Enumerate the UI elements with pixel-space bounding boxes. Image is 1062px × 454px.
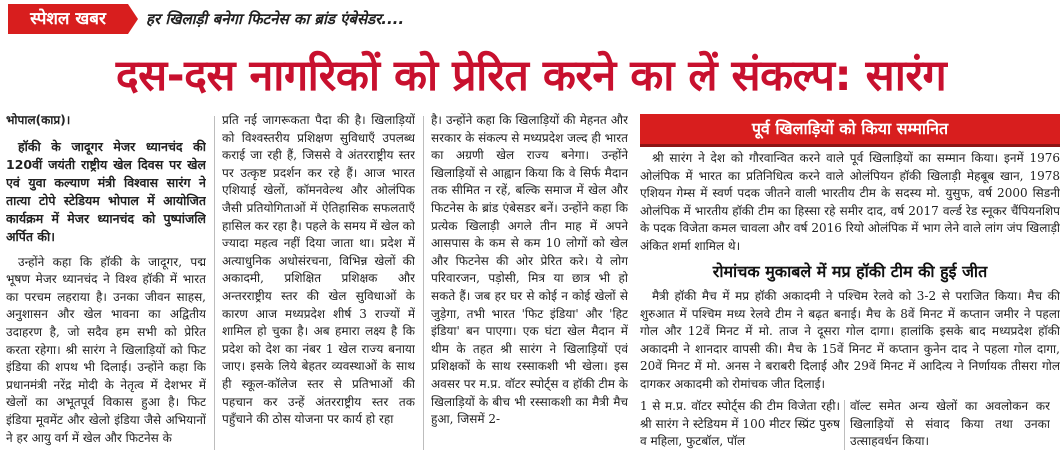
box-title-underline <box>640 144 1060 147</box>
body-paragraph: है। उन्होंने कहा कि खिलाड़ियों की मेहनत और सरकार के संकल्प से मध्यप्रदेश जल्द ही भारत का अग्रणी खेल राज्य बनेगा। उन्होंने खिलाड़ियों से आह्वान किया कि वे सिर्फ मैदान तक सीमित न रहें, बल्कि समाज में खेल और फिटनेस के ब्रांड एंबेसडर बनें। उन्होंने कहा कि प्रत्येक खिलाड़ी अगले तीन माह में अपने आसपास के कम से कम 10 लोगों को खेल और फिटनेस की ओर प्रेरित करे। ये लोग परिवारजन, पड़ोसी, मित्र या छात्र भी हो सकते हैं। जब हर घर से कोई न कोई खेलों से जुड़ेगा, तभी भारत 'फिट इंडिया' और 'हिट इंडिया' बन पाएगा। एक घंटा खेल मैदान में थीम के तहत श्री सारंग ने खिलाड़ियों एवं प्रशिक्षकों के साथ रस्साकशी भी खेला। इस अवसर पर म.प्र. वॉटर स्पोर्ट्स व हॉकी टीम के खिलाड़ियों के बीच भी रस्साकशी का मैत्री मैच हुआ, जिसमें 2- <box>431 113 628 427</box>
body-paragraph: श्री सारंग ने देश को गौरवान्वित करने वाले पूर्व खिलाड़ियों का सम्मान किया। इनमें 1976 ओलंपिक में भारत का प्रतिनिधित्व करने वाले ओलंपियन हॉकी खिलाड़ी मेहबूब खान, 1978 एशियन गेम्स में स्वर्ण पदक जीतने वाली भारतीय टीम के सदस्य मो. युसुफ, वर्ष 2000 सिडनी ओलंपिक में भारतीय हॉकी टीम का हिस्सा रहे समीर दाद, वर्ष 2017 वर्ल्ड रेड स्नूकर चैंपियनशिप के पदक विजेता कमल चावला और वर्ष 2016 रियो ओलंपिक में भाग लेने वाले लांग जंप खिलाड़ी अंकित शर्मा शामिल थे। <box>640 151 1060 253</box>
dateline: भोपाल(काप्र)। <box>6 113 71 127</box>
article-column-1 <box>6 112 206 454</box>
sidebar-box-body <box>640 150 1060 256</box>
top-bar <box>0 0 1062 38</box>
body-paragraph: वॉल्ट समेत अन्य खेलों का अवलोकन कर खिलाड़ियों से संवाद किया तथा उनका उत्साहवर्धन किया। <box>850 399 1050 449</box>
column-divider <box>214 116 215 450</box>
article-column-3 <box>431 112 628 454</box>
article-continuation-right <box>850 398 1050 454</box>
lead-paragraph: हॉकी के जादूगर मेजर ध्यानचंद की 120वीं जयंती राष्ट्रीय खेल दिवस पर खेल एवं युवा कल्याण मंत्री विश्वास सारंग ने तात्या टोपे स्टेडियम भोपाल में आयोजित कार्यक्रम में मेजर ध्यानचंद को पुष्पांजलि अर्पित की। <box>6 138 206 244</box>
column-divider <box>423 116 424 450</box>
column-divider <box>844 400 845 450</box>
article-column-2 <box>222 112 415 454</box>
match-report <box>640 288 1060 394</box>
body-paragraph: मैत्री हॉकी मैच में मप्र हॉकी अकादमी ने पश्चिम रेलवे को 3-2 से पराजित किया। मैच की शुरुआत में पश्चिम मध्य रेलवे टीम ने बढ़त बनाई। मैच के 8वें मिनट में कप्तान जमीर ने पहला गोल और 12वें मिनट में मो. ताज ने दूसरा गोल दागा। हालांकि इसके बाद मध्यप्रदेश हॉकी अकादमी ने शानदार वापसी की। मैच के 15वें मिनट में कप्तान कुनेन दाद ने पहला गोल दागा, 20वें मिनट में मो. अनस ने बराबरी दिलाई और 29वें मिनट में आदित्य ने निर्णायक तीसरा गोल दागकर अकादमी को रोमांचक जीत दिलाई। <box>640 289 1060 391</box>
sidebar-box-title: पूर्व खिलाड़ियों को किया सम्मानित <box>640 114 1060 144</box>
body-paragraph: उन्होंने कहा कि हॉकी के जादूगर, पद्म भूषण मेजर ध्यानचंद ने विश्व हॉकी में भारत का परचम लहराया है। उनका जीवन साहस, अनुशासन और खेल भावना का अद्वितीय उदाहरण है, जो सदैव हम सभी को प्रेरित करता रहेगा। श्री सारंग ने खिलाड़ियों को फिट इंडिया की शपथ भी दिलाई। उन्होंने कहा कि प्रधानमंत्री नरेंद्र मोदी के नेतृत्व में देशभर में खेलों का अभूतपूर्व विकास हुआ है। फिट इंडिया मूवमेंट और खेलो इंडिया जैसे अभियानों ने हर आयु वर्ग में खेल और फिटनेस के <box>6 254 206 445</box>
headline: दस-दस नागरिकों को प्रेरित करने का लें संकल्प: सारंग <box>115 51 947 101</box>
section-tag: स्पेशल खबर <box>8 4 128 34</box>
body-paragraph: प्रति नई जागरूकता पैदा की है। खिलाड़ियों को विश्वस्तरीय प्रशिक्षण सुविधाएँ उपलब्ध कराई जा रही हैं, जिससे वे अंतरराष्ट्रीय स्तर पर उत्कृष्ट प्रदर्शन कर रहे हैं। आज भारत एशियाई खेलों, कॉमनवेल्थ और ओलंपिक जैसी प्रतियोगिताओं में ऐतिहासिक सफलताएँ हासिल कर रहा है। पहले के समय में खेल को ज्यादा महत्व नहीं दिया जाता था। प्रदेश में अत्याधुनिक अधोसंरचना, विभिन्न खेलों की अकादमी, प्रशिक्षित प्रशिक्षक और अन्तरराष्ट्रीय स्तर की खेल सुविधाओं के कारण आज मध्यप्रदेश शीर्ष 3 राज्यों में शामिल हो चुका है। अब हमारा लक्ष्य है कि प्रदेश को देश का नंबर 1 खेल राज्य बनाया जाए। इसके लिये बेहतर व्यवस्थाओं के साथ ही स्कूल-कॉलेज स्तर से प्रतिभाओं की पहचान कर उन्हें अंतरराष्ट्रीय स्तर तक पहुँचाने की ठोस योजना पर कार्य हो रहा <box>222 113 415 427</box>
article-continuation-left <box>640 398 840 454</box>
body-paragraph: 1 से म.प्र. वॉटर स्पोर्ट्स की टीम विजेता रही। श्री सारंग ने स्टेडियम में 100 मीटर स्प्रिंट पुरुष व महिला, फुटबॉल, पॉल <box>640 399 840 449</box>
kicker-line: हर खिलाड़ी बनेगा फिटनेस का ब्रांड एंबेसेडर.... <box>146 10 405 28</box>
match-subheading: रोमांचक मुकाबले में मप्र हॉकी टीम की हुई जीत <box>712 262 988 281</box>
tag-arrow <box>128 4 138 34</box>
